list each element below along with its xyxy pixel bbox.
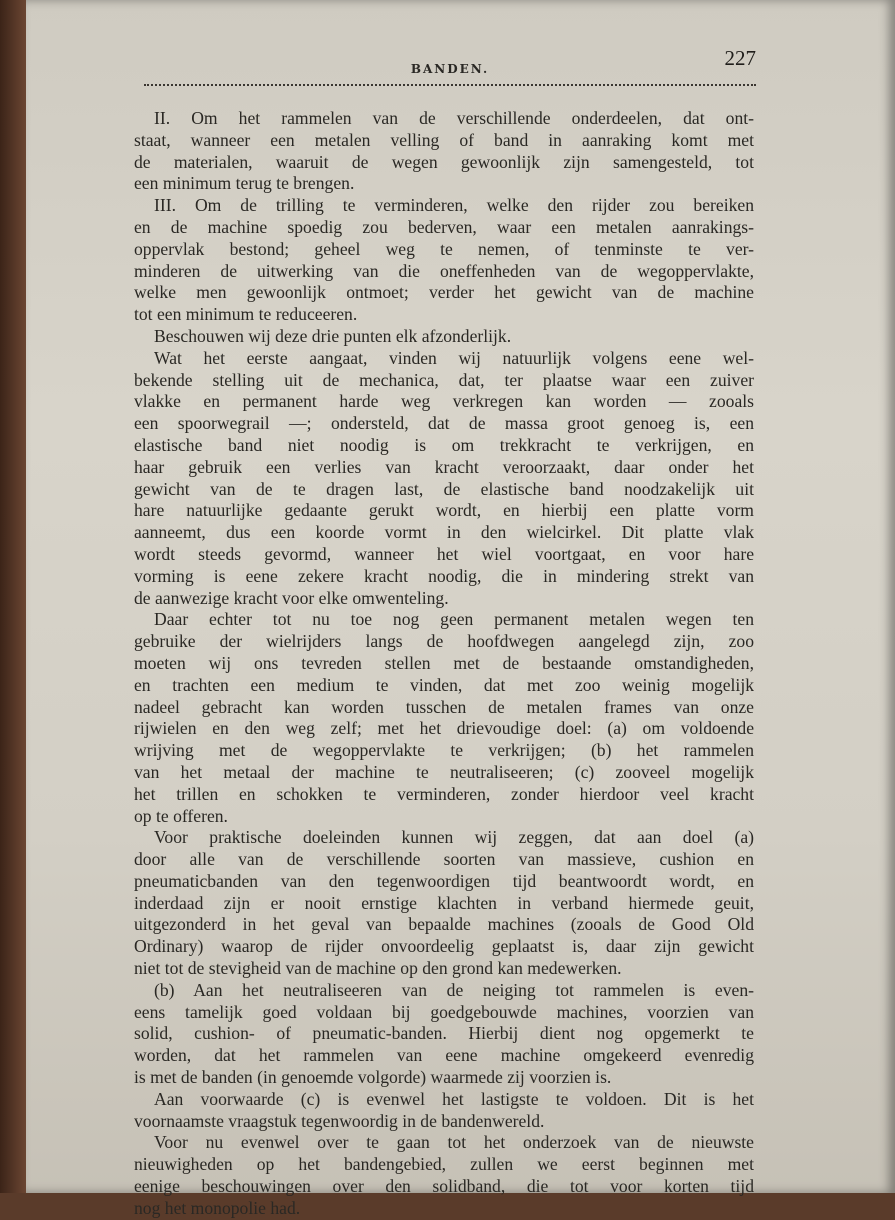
text-line: niet tot de stevigheid van de machine op den grond kan medewerken. [134, 958, 622, 979]
text-line: staat, wanneer een metalen velling of band in aanraking komt met [134, 129, 754, 150]
text-line: worden, dat het rammelen van eene machine omgekeerd evenredig [134, 1045, 754, 1066]
text-line: het trillen en schokken te verminderen, zonder hierdoor veel kracht [134, 783, 754, 804]
text-line: nog het monopolie had. [134, 1197, 301, 1218]
text-line: gebruike der wielrijders langs de hoofdwegen aangelegd zijn, zoo [134, 631, 754, 652]
text-line: hare natuurlijke gedaante gerukt wordt, en hierbij een platte vorm [134, 500, 754, 521]
text-line: inderdaad zijn er nooit ernstige klachten in verband hiermede geuit, [134, 892, 754, 913]
text-line: Daar echter tot nu toe nog geen permanent metalen wegen ten [154, 609, 754, 630]
text-line: vlakke en permanent harde weg verkregen kan worden — zooals [134, 391, 754, 412]
text-line: de materialen, waaruit de wegen gewoonlijk zijn samengesteld, tot [134, 151, 754, 172]
text-line: vorming is eene zekere kracht noodig, die in mindering strekt van [134, 565, 754, 586]
text-line: moeten wij ons tevreden stellen met de bestaande omstandigheden, [134, 652, 754, 673]
text-line: haar gebruik een verlies van kracht veroorzaakt, daar onder het [134, 456, 754, 477]
text-line: wrijving met de wegoppervlakte te verkrijgen; (b) het rammelen [134, 740, 754, 761]
text-line: solid, cushion- of pneumatic-banden. Hierbij dient nog opgemerkt te [134, 1023, 754, 1044]
text-line: een minimum terug te brengen. [134, 173, 355, 194]
text-line: een spoorwegrail —; ondersteld, dat de massa groot genoeg is, een [134, 413, 754, 434]
text-line: Aan voorwaarde (c) is evenwel het lastigste te voldoen. Dit is het [154, 1088, 754, 1109]
page-number: 227 [724, 46, 756, 70]
text-line: uitgezonderd in het geval van bepaalde machines (zooals de Good Old [134, 914, 754, 935]
text-line: welke men gewoonlijk ontmoet; verder het gewicht van de machine [134, 282, 754, 303]
text-line: nadeel gebracht kan worden tusschen de metalen frames van onze [134, 696, 754, 717]
text-line: wordt steeds gevormd, wanneer het wiel voortgaat, en voor hare [134, 543, 754, 564]
text-line: minderen de uitwerking van die oneffenheden van de wegoppervlakte, [134, 260, 754, 281]
text-line: de aanwezige kracht voor elke omwenteling. [134, 587, 449, 608]
text-line: voornaamste vraagstuk tegenwoordig in de bandenwereld. [134, 1110, 545, 1131]
header-dotted-rule [144, 84, 756, 86]
text-line: gewicht van de te dragen last, de elastische band noodzakelijk uit [134, 478, 754, 499]
text-line: (b) Aan het neutraliseeren van de neiging tot rammelen is even- [154, 979, 754, 1000]
text-line: Wat het eerste aangaat, vinden wij natuurlijk volgens eene wel- [154, 347, 754, 368]
text-line: Ordinary) waarop de rijder onvoordeelig geplaatst is, daar zijn gewicht [134, 936, 754, 957]
text-line: en de machine spoedig zou bederven, waar een metalen aanrakings- [134, 216, 754, 237]
page-header [144, 44, 756, 84]
text-line: bekende stelling uit de mechanica, dat, ter plaatse waar een zuiver [134, 369, 754, 390]
body-text [134, 108, 754, 1220]
text-line: III. Om de trilling te verminderen, welke den rijder zou bereiken [154, 195, 754, 216]
text-line: eens tamelijk goed voldaan bij goedgebouwde machines, voorzien van [134, 1001, 754, 1022]
text-line: van het metaal der machine te neutraliseeren; (c) zooveel mogelijk [134, 761, 754, 782]
text-line: nieuwigheden op het bandengebied, zullen we eerst beginnen met [134, 1154, 754, 1175]
text-line: oppervlak bestond; geheel weg te nemen, of tenminste te ver- [134, 238, 754, 259]
text-line: en trachten een medium te vinden, dat met zoo weinig mogelijk [134, 674, 754, 695]
text-line: pneumaticbanden van den tegenwoordigen tijd beantwoordt wordt, en [134, 870, 754, 891]
text-line: Beschouwen wij deze drie punten elk afzonderlijk. [154, 325, 512, 346]
text-line: rijwielen en den weg zelf; met het drievoudige doel: (a) om voldoende [134, 718, 754, 739]
text-line: II. Om het rammelen van de verschillende onderdeelen, dat ont- [154, 108, 754, 128]
text-line: Voor nu evenwel over te gaan tot het onderzoek van de nieuwste [154, 1132, 754, 1153]
text-line: tot een minimum te reduceeren. [134, 304, 358, 325]
text-line: door alle van de verschillende soorten van massieve, cushion en [134, 849, 754, 870]
text-line: aanneemt, dus een koorde vormt in den wielcirkel. Dit platte vlak [134, 522, 754, 543]
running-title: BANDEN. [410, 62, 490, 76]
text-line: eenige beschouwingen over den solidband, die tot voor korten tijd [134, 1176, 754, 1197]
text-line: elastische band niet noodig is om trekkracht te verkrijgen, en [134, 434, 754, 455]
text-line: Voor praktische doeleinden kunnen wij zeggen, dat aan doel (a) [154, 827, 754, 848]
text-line: is met de banden (in genoemde volgorde) waarmede zij voorzien is. [134, 1067, 612, 1088]
text-line: op te offeren. [134, 805, 228, 826]
